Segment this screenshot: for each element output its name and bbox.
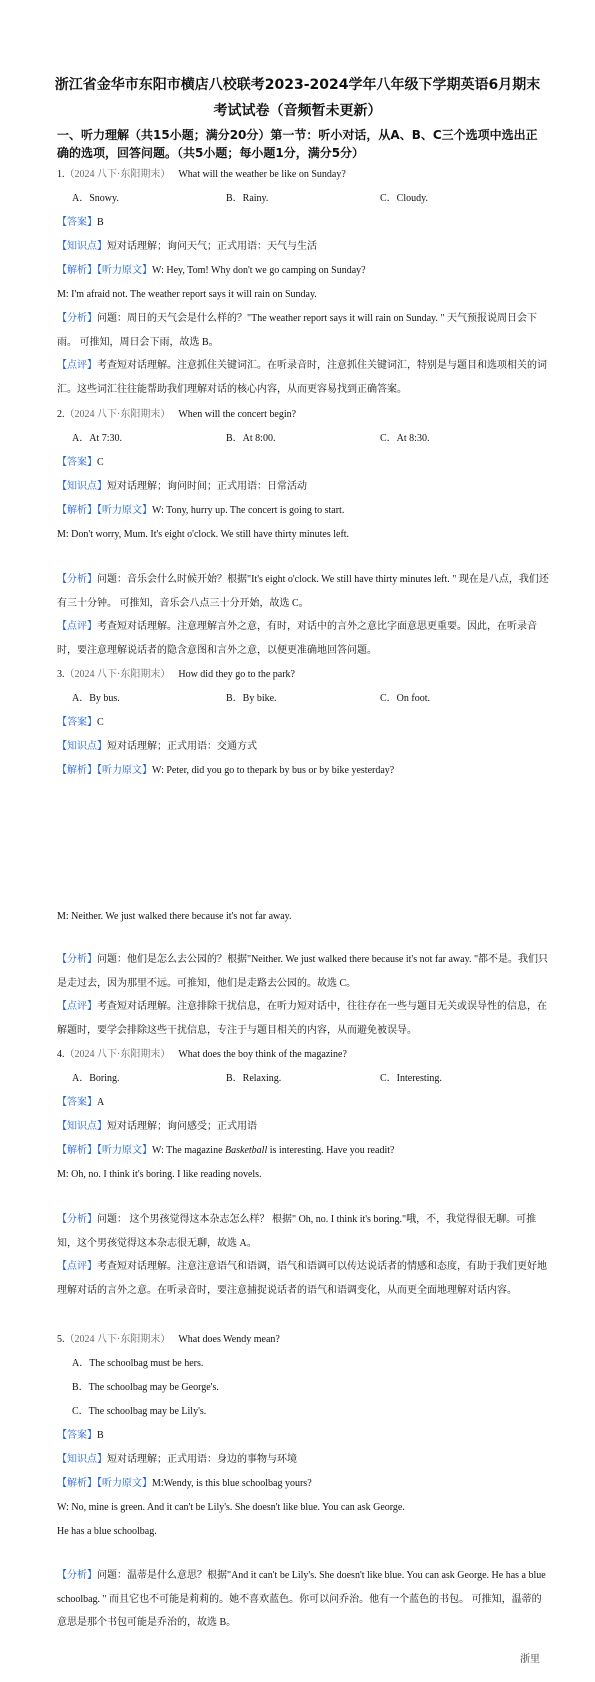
question-1-comment: 【点评】考查短对话理解。注意抓住关键词汇。在听录音时，注意抓住关键词汇，特别是与题目和选项相关的词汇。这些词汇往往能帮助我们理解对话的核心内容，从而更容易找到正确答案。 <box>57 360 547 395</box>
question-4-transcript-line-2: M: Oh, no. I think it's boring. I like reading novels. <box>57 1169 262 1180</box>
question-5-option-a: A．The schoolbag must be hers. <box>72 1358 204 1369</box>
question-2-transcript: 【解析】【听力原文】W: Tony, hurry up. The concert is going to start. <box>57 505 345 516</box>
question-5-transcript-line-2: W: No, mine is green. And it can't be Lily's. She doesn't like blue. You can ask George. <box>57 1502 405 1513</box>
question-3-option-c: C．On foot. <box>380 693 430 704</box>
question-1-option-a: A．Snowy. <box>72 193 119 204</box>
question-5-analysis: 【分析】问题：温蒂是什么意思？根据"And it can't be Lily's. She doesn't like blue. You can ask George. He has a blue schoolbag. " 而且它也不可能是莉莉的。她不喜欢蓝色。你可以问乔治。他有一个蓝色的书包。 可推知，温蒂的意思是那个书包可能是乔治的，故选 B。 <box>57 1570 546 1628</box>
question-3-knowledge: 【知识点】短对话理解；正式用语：交通方式 <box>57 741 257 752</box>
question-4-option-c: C．Interesting. <box>380 1073 442 1084</box>
question-4-option-a: A．Boring. <box>72 1073 120 1084</box>
page-title-line-1: 浙江省金华市东阳市横店八校联考2023-2024学年八年级下学期英语6月期末 <box>54 77 541 93</box>
question-4-transcript: 【解析】【听力原文】W: The magazine Basketball is interesting. Have you readit? <box>57 1145 395 1156</box>
question-1-transcript: 【解析】【听力原文】W: Hey, Tom! Why don't we go camping on Sunday? <box>57 265 366 276</box>
question-4-knowledge: 【知识点】短对话理解；询问感受；正式用语 <box>57 1121 257 1132</box>
question-2-option-a: A．At 7:30. <box>72 433 122 444</box>
question-3-option-b: B．By bike. <box>226 693 277 704</box>
question-1-answer: 【答案】B <box>57 217 104 228</box>
question-1-analysis: 【分析】问题：周日的天气会是什么样的？"The weather report says it will rain on Sunday. " 天气预报说周日会下雨。 可推知，周日会下雨，故选 B。 <box>57 313 537 348</box>
question-3-stem: 3.（2024 八下·东阳期末） How did they go to the park? <box>57 669 295 680</box>
section-heading-line-2: 确的选项，回答问题。（共5小题；每小题1分，满分5分） <box>57 146 365 160</box>
question-3-answer: 【答案】C <box>57 717 104 728</box>
question-4-stem: 4.（2024 八下·东阳期末） What does the boy think of the magazine? <box>57 1049 347 1060</box>
question-5-transcript: 【解析】【听力原文】M:Wendy, is this blue schoolbag yours? <box>57 1478 312 1489</box>
question-5-answer: 【答案】B <box>57 1430 104 1441</box>
question-2-analysis: 【分析】问题：音乐会什么时候开始？根据"It's eight o'clock. We still have thirty minutes left. " 现在是八点，我们还有三十分钟。 可推知，音乐会八点三十分开始，故选 C。 <box>57 574 549 609</box>
question-1-stem: 1.（2024 八下·东阳期末） What will the weather be like on Sunday? <box>57 169 346 180</box>
question-3-option-a: A．By bus. <box>72 693 120 704</box>
page-footer: 浙里 <box>520 1654 540 1665</box>
question-3-transcript: 【解析】【听力原文】W: Peter, did you go to thepark by bus or by bike yesterday? <box>57 765 395 776</box>
question-2-option-c: C．At 8:30. <box>380 433 430 444</box>
question-2-knowledge: 【知识点】短对话理解；询问时间；正式用语：日常活动 <box>57 481 307 492</box>
question-5-option-c: C．The schoolbag may be Lily's. <box>72 1406 207 1417</box>
question-3-analysis: 【分析】问题：他们是怎么去公园的？根据"Neither. We just walked there because it's not far away. "都不是。我们只是走过去，因为那里不远。可推知，他们是走路去公园的。故选 C。 <box>57 954 549 989</box>
question-5-option-b: B．The schoolbag may be George's. <box>72 1382 219 1393</box>
question-1-knowledge: 【知识点】短对话理解；询问天气；正式用语：天气与生活 <box>57 241 317 252</box>
section-heading-line-1: 一、听力理解（共15小题；满分20分）第一节：听小对话，从A、B、C三个选项中选出正 <box>57 128 538 142</box>
question-5-transcript-line-3: He has a blue schoolbag. <box>57 1526 157 1537</box>
question-2-stem: 2.（2024 八下·东阳期末） When will the concert begin? <box>57 409 297 420</box>
question-2-option-b: B．At 8:00. <box>226 433 276 444</box>
question-5-stem: 5.（2024 八下·东阳期末） What does Wendy mean? <box>57 1334 280 1345</box>
question-1-option-b: B．Rainy. <box>226 193 269 204</box>
question-4-option-b: B．Relaxing. <box>226 1073 282 1084</box>
question-4-answer: 【答案】A <box>57 1097 105 1108</box>
question-3-transcript-line-2: M: Neither. We just walked there because it's not far away. <box>57 911 292 922</box>
question-2-transcript-line-2: M: Don't worry, Mum. It's eight o'clock. We still have thirty minutes left. <box>57 529 350 540</box>
question-1-transcript-line-2: M: I'm afraid not. The weather report says it will rain on Sunday. <box>57 289 317 300</box>
question-5-knowledge: 【知识点】短对话理解；正式用语：身边的事物与环境 <box>57 1454 297 1465</box>
question-3-comment: 【点评】考查短对话理解。注意排除干扰信息，在听力短对话中，往往存在一些与题目无关或误导性的信息，在解题时，要学会排除这些干扰信息，专注于与题目相关的内容，从而避免被误导。 <box>57 1001 547 1036</box>
question-2-answer: 【答案】C <box>57 457 104 468</box>
question-2-comment: 【点评】考查短对话理解。注意理解言外之意，有时，对话中的言外之意比字面意思更重要。因此，在听录音时，要注意理解说话者的隐含意图和言外之意，以便更准确地回答问题。 <box>57 621 537 656</box>
question-4-comment: 【点评】考查短对话理解。注意注意语气和语调，语气和语调可以传达说话者的情感和态度，有助于我们更好地理解对话的言外之意。在听录音时，要注意捕捉说话者的语气和语调变化，从而更全面地理解对话内容。 <box>57 1261 547 1296</box>
question-1-option-c: C．Cloudy. <box>380 193 428 204</box>
question-4-analysis: 【分析】问题： 这个男孩觉得这本杂志怎么样？ 根据" Oh, no. I think it's boring."哦，不，我觉得很无聊。可推知，这个男孩觉得这本杂志很无聊，故选 A。 <box>57 1214 537 1249</box>
page-title-line-2: 考试试卷（音频暂未更新） <box>213 103 382 119</box>
